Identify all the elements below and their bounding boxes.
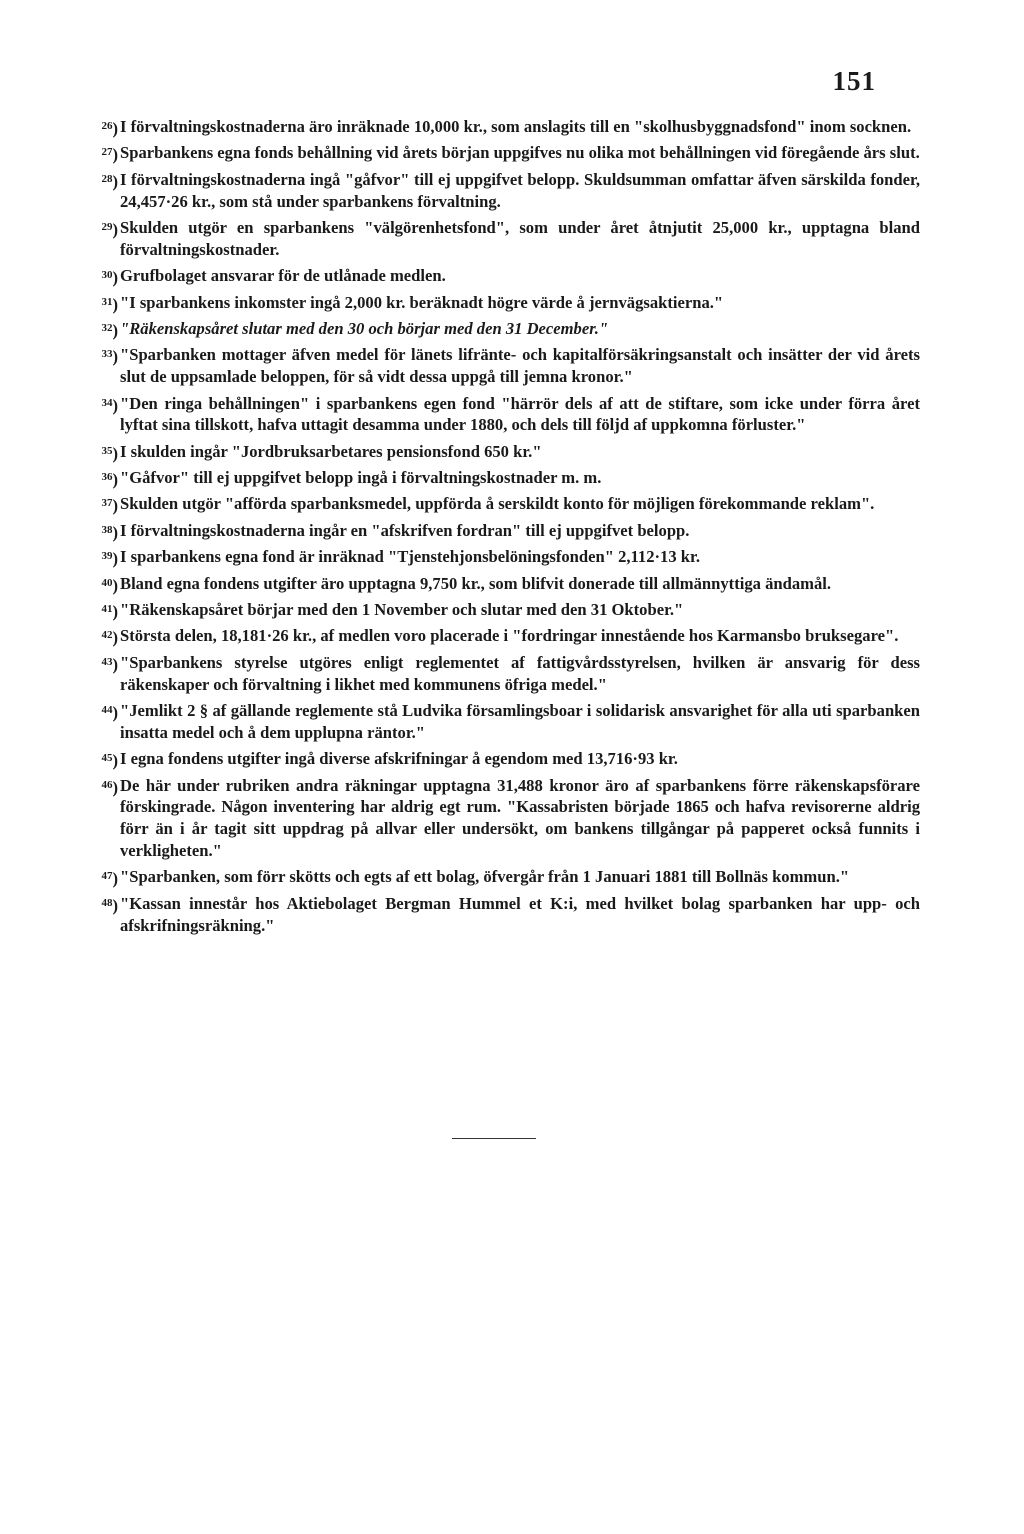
footnote-item [80, 116, 920, 138]
footnote-item [80, 467, 920, 489]
footnote-number: $^{26}$) [101, 119, 118, 138]
footnote-item [80, 142, 920, 164]
footnote-number-value: 44 [101, 704, 113, 717]
footnote-number: $^{43}$) [101, 654, 118, 674]
footnote-item [80, 573, 920, 595]
footnote-item [80, 700, 920, 744]
footnote-text: "Räkenskapsåret börjar med den 1 November och slutar med den 31 Oktober." [120, 600, 684, 620]
footnote-number-value: 35 [101, 444, 113, 457]
footnote-number: $^{41}$) [101, 602, 118, 622]
end-rule [452, 1138, 536, 1139]
footnote-number: $^{32}$) [101, 320, 118, 340]
footnote-text: "Den ringa behållningen" i sparbankens egen fond "härrör dels af att de stiftare, som icke under förra året lyftat sina tillskott, hafva uttagit desamma under 1880, och dels till följd af uppkomna förluster." [120, 393, 920, 435]
footnote-text: Sparbankens egna fonds behållning vid årets början uppgifves nu olika mot behållningen vid föregående års slut. [120, 143, 920, 163]
footnote-item [80, 493, 920, 515]
footnote-number-value: 43 [101, 655, 113, 668]
footnote-number-value: 38 [101, 523, 113, 536]
footnote-number: $^{28}$) [101, 171, 118, 191]
footnote-item [80, 292, 920, 314]
footnote-number-value: 37 [101, 497, 113, 510]
footnote-item [80, 599, 920, 621]
footnote-item [80, 775, 920, 862]
footnote-number-value: 39 [101, 550, 113, 563]
footnote-number: $^{37}$) [101, 496, 118, 516]
footnote-number: $^{29}$) [101, 219, 118, 239]
footnote-text: I förvaltningskostnaderna ingå "gåfvor" till ej uppgifvet belopp. Skuldsumman omfattar äfven särskilda fonder, 24,457·26 kr., som stå under sparbankens förvaltning. [120, 169, 920, 211]
footnote-item [80, 344, 920, 388]
footnote-number: $^{48}$) [101, 895, 118, 915]
footnote-item [80, 441, 920, 463]
footnote-text: I förvaltningskostnaderna ingår en "afskrifven fordran" till ej uppgifvet belopp. [120, 520, 690, 540]
footnote-number: $^{36}$) [101, 470, 118, 490]
footnote-item [80, 748, 920, 770]
footnote-text: Största delen, 18,181·26 kr., af medlen voro placerade i "fordringar innestående hos Karmansbo bruksegare". [120, 626, 899, 646]
footnote-item [80, 866, 920, 888]
footnote-number-value: 48 [101, 896, 113, 909]
footnote-item [80, 520, 920, 542]
footnote-item [80, 652, 920, 696]
footnote-number-value: 36 [101, 471, 113, 484]
footnote-number-value: 42 [101, 629, 113, 642]
footnote-number: $^{42}$) [101, 628, 118, 648]
footnote-number-value: 40 [101, 576, 113, 589]
footnote-item [80, 546, 920, 568]
footnote-number-value: 29 [101, 220, 113, 233]
footnote-number: $^{33}$) [101, 347, 118, 367]
footnote-number-value: 34 [101, 396, 113, 409]
footnote-item [80, 318, 920, 340]
footnote-text: I förvaltningskostnaderna äro inräknade 10,000 kr., som anslagits till en "skolhusbyggnadsfond" inom socknen. [120, 117, 912, 136]
footnote-item [80, 217, 920, 261]
footnote-item [80, 625, 920, 647]
footnote-number: $^{47}$) [101, 869, 118, 889]
footnote-text: "Kassan innestår hos Aktiebolaget Bergman Hummel et K:i, med hvilket bolag sparbanken har upp- och afskrifningsräkning." [120, 893, 920, 935]
footnote-number-value: 28 [101, 172, 113, 185]
footnote-number: $^{30}$) [101, 268, 118, 288]
footnote-text: "Räkenskapsåret slutar med den 30 och börjar med den 31 December." [120, 318, 609, 338]
footnote-number-value: 46 [101, 778, 113, 791]
footnote-text: Skulden utgör "afförda sparbanksmedel, uppförda å serskildt konto för möjligen förekommande reklam". [120, 494, 875, 514]
footnote-number: $^{45}$) [101, 751, 118, 771]
footnote-number: $^{40}$) [101, 575, 118, 595]
footnote-number-value: 31 [101, 295, 113, 308]
footnote-text: Skulden utgör en sparbankens "välgörenhetsfond", som under året åtnjutit 25,000 kr., upptagna bland förvaltningskostnader. [120, 217, 920, 259]
footnote-number: $^{44}$) [101, 703, 118, 723]
footnote-number-value: 26 [101, 120, 113, 132]
footnote-text: Grufbolaget ansvarar för de utlånade medlen. [120, 266, 446, 286]
footnote-text: "Sparbankens styrelse utgöres enligt reglementet af fattigvårdsstyrelsen, hvilken är ansvarig för dess räkenskaper och förvaltning i likhet med kommunens öfriga medel." [120, 652, 920, 694]
footnote-item [80, 169, 920, 213]
footnote-number: $^{38}$) [101, 522, 118, 542]
footnote-text: I sparbankens egna fond är inräknad "Tjenstehjonsbelöningsfonden" 2,112·13 kr. [120, 547, 701, 567]
footnote-text: De här under rubriken andra räkningar upptagna 31,488 kronor äro af sparbankens förre räkenskapsförare förskingrade. Någon inventering har aldrig egt rum. "Kassabristen började 1865 och hafva revisorerne aldrig förr än i år tagit sitt uppdrag på allvar eller undersökt, om bankens tillgångar på papperet också funnits i verkligheten." [120, 775, 920, 860]
footnote-list [80, 116, 920, 941]
footnote-number-value: 30 [101, 269, 113, 282]
footnote-number-value: 47 [101, 870, 113, 883]
footnote-number-value: 45 [101, 752, 113, 765]
footnote-number-value: 33 [101, 348, 113, 361]
page-number: 151 [832, 66, 876, 96]
footnote-number: $^{46}$) [101, 777, 118, 797]
footnote-number: $^{35}$) [101, 443, 118, 463]
footnote-number-value: 32 [101, 321, 113, 334]
footnote-number: $^{27}$) [101, 145, 118, 165]
footnote-text: I skulden ingår "Jordbruksarbetares pensionsfond 650 kr." [120, 441, 542, 461]
footnote-text: Bland egna fondens utgifter äro upptagna 9,750 kr., som blifvit donerade till allmännyttiga ändamål. [120, 573, 832, 593]
footnote-number-value: 27 [101, 146, 113, 159]
footnote-text: "Jemlikt 2 § af gällande reglemente stå Ludvika församlingsboar i solidarisk ansvarighet för alla uti sparbanken insatta medel och å dem upplupna räntor." [120, 701, 920, 742]
footnote-text: "Sparbanken, som förr skötts och egts af ett bolag, öfvergår från 1 Januari 1881 till Bollnäs kommun." [120, 867, 850, 887]
footnote-text: "Sparbanken mottager äfven medel för länets lifränte- och kapitalförsäkringsanstalt och insätter der vid årets slut de uppsamlade beloppen, för så vidt dessa uppgå till jemna kronor." [120, 345, 920, 387]
footnote-number-value: 41 [101, 603, 113, 616]
footnote-text: I egna fondens utgifter ingå diverse afskrifningar å egendom med 13,716·93 kr. [120, 749, 678, 769]
footnote-item [80, 893, 920, 937]
footnote-text: "Gåfvor" till ej uppgifvet belopp ingå i förvaltningskostnader m. m. [120, 468, 602, 488]
footnote-number: $^{31}$) [101, 294, 118, 314]
footnote-item [80, 393, 920, 437]
footnote-text: "I sparbankens inkomster ingå 2,000 kr. beräknadt högre värde å jernvägsaktierna." [120, 292, 724, 312]
footnote-item [80, 265, 920, 287]
footnote-number: $^{39}$) [101, 549, 118, 569]
footnote-number: $^{34}$) [101, 395, 118, 415]
